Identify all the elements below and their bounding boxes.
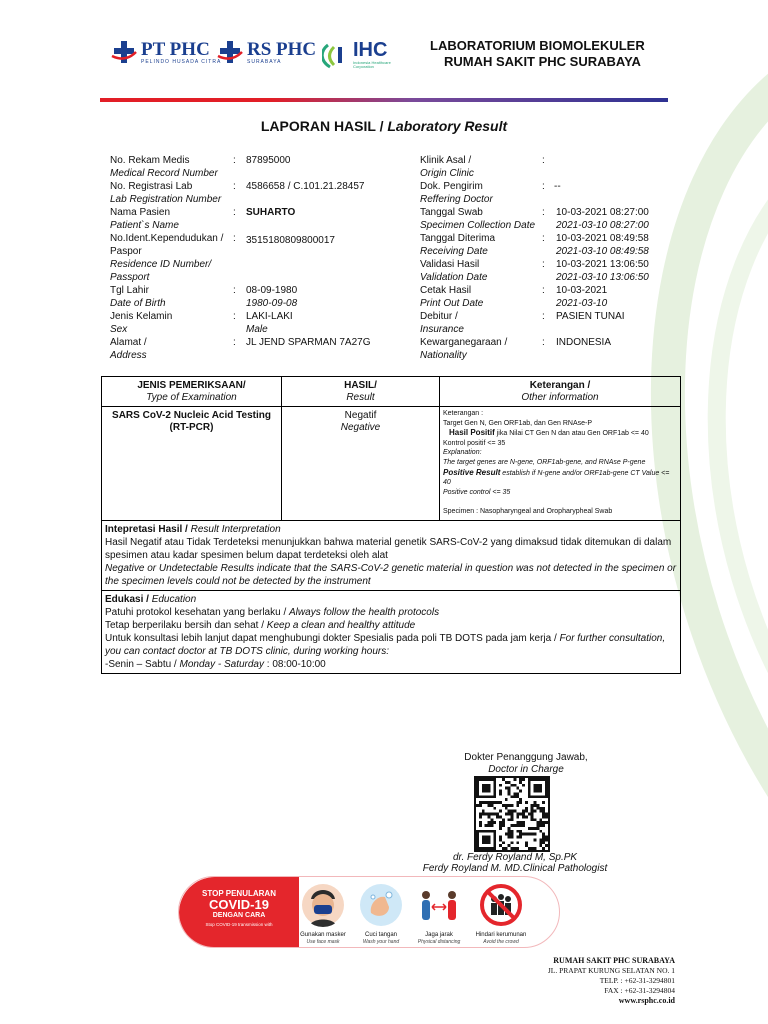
interpretation-text: Hasil Negatif atau Tidak Terdeteksi menunjukkan bahwa material genetik SARS-CoV-2 yang dimaksud tidak ditemukan di dalam spesimen atau kadar spesimen belum dapat terdeteksi oleh alat (105, 537, 672, 561)
footer-fax: FAX : +62-31-3294804 (604, 986, 675, 995)
print-date-value-en: 2021-03-10 (556, 298, 608, 309)
results-table-header (102, 377, 680, 407)
lab-heading (430, 38, 730, 70)
qr-code (474, 776, 550, 852)
header-divider (100, 98, 668, 102)
field-label: Klinik Asal / (420, 155, 472, 166)
footer-name: RUMAH SAKIT PHC SURABAYA (553, 956, 675, 965)
tip-distancing: Jaga jarak Physical distancing (409, 883, 469, 946)
address-value: JL JEND SPARMAN 7A27G (246, 337, 371, 348)
field-label-en: Reffering Doctor (420, 194, 493, 205)
field-label-en: Date of Birth (110, 298, 166, 309)
field-label: No.Ident.Kependudukan / Paspor (110, 233, 224, 257)
field-label: Jenis Kelamin (110, 311, 173, 322)
doctor-in-charge: Dokter Penanggung Jawab, Doctor in Charge (464, 752, 588, 775)
field-label: Kewarganegaraan / (420, 337, 508, 348)
field-label: Validasi Hasil (420, 259, 480, 270)
covid-banner-title: STOP PENULARAN COVID-19 DENGAN CARA Stop COVID-19 transmission with (179, 877, 299, 948)
field-label-en: Specimen Collection Date (420, 220, 536, 231)
table-row (102, 407, 680, 521)
field-label-en: Address (110, 350, 147, 361)
field-label-en: Print Out Date (420, 298, 484, 309)
patient-info-right: Klinik Asal / Origin Clinic : Dok. Pengirim Reffering Doctor : -- Tanggal Swab Specimen Collection Date : 10-03-2021 08:27:00 2021-03-10 08:27:00 Tanggal Diterima Receiving Date : 10-03-2021 08:49:58 2021-03-10 08:49:58 Validasi Hasil Validation Date : 10-03-2021 13:06:50 2021-03-10 13:06:50 Cetak Hasil Print Out Date : 10-03-2021 2021-03-10 Debitur / Insurance : PASIEN TUNAI Kewarganegaraan / Nationality : INDONESIA (420, 155, 649, 361)
field-label-en: Receiving Date (420, 246, 488, 257)
field-label-en: Insurance (420, 324, 464, 335)
interpretation-text-en: Negative or Undetectable Results indicate that the SARS-CoV-2 genetic material in question was not detected in the specimen or the specimen levels could not be detected by the instrument (105, 563, 677, 587)
field-label: Debitur / (420, 311, 458, 322)
education-section: Edukasi / Education Patuhi protokol kesehatan yang berlaku / Always follow the health protocols Tetap berperilaku bersih dan sehat / Keep a clean and healthy attitude Untuk konsultasi lebih lanjut dapat menghubungi dokter Spesialis pada poli TB DOTS pada jam kerja / For further consultation, you can contact doctor at TB DOTS clinic, during working hours: -Senin – Sabtu / Monday - Saturday : 08:00-10:00 (105, 594, 666, 670)
header-result: HASIL/ Result (282, 377, 440, 406)
footer-phone: TELP. : +62-31-3294801 (599, 976, 675, 985)
referring-doctor-value: -- (554, 181, 561, 192)
field-label: Alamat / (110, 337, 147, 348)
field-label: Cetak Hasil (420, 285, 472, 296)
rs-phc-logo: RS PHC SURABAYA (216, 38, 316, 66)
dob-value-en: 1980-09-08 (246, 298, 298, 309)
insurance-value: PASIEN TUNAI (556, 311, 625, 322)
test-result: Negatif Negative (282, 407, 440, 520)
lab-heading-line1: LABORATORIUM BIOMOLEKULER (430, 38, 645, 53)
lab-registration-value: 4586658 / C.101.21.28457 (246, 181, 365, 192)
validation-date-value-en: 2021-03-10 13:06:50 (556, 272, 649, 283)
field-label-en: Nationality (420, 350, 467, 361)
header-exam-type: JENIS PEMERIKSAAN/ Type of Examination (102, 377, 282, 406)
report-title: LAPORAN HASIL / Laboratory Result (260, 118, 508, 134)
dob-value: 08-09-1980 (246, 285, 298, 296)
distancing-icon (417, 883, 461, 927)
pt-phc-logo: PT PHC PELINDO HUSADA CITRA (110, 38, 221, 66)
test-notes: Keterangan : Target Gen N, Gen ORF1ab, dan Gen RNAse-P Hasil Positif jika Nilai CT Gen N dan atau Gen ORF1ab <= 40 Kontrol positif <= 35 Explanation: The target genes are N-gene, ORF1ab-gene, and RNAse P-gene Positive Result establish if N-gene and/or ORF1ab-gene CT Value <= 40 Positive control <= 35 Specimen : Nasopharyngeal and Oropharypheal Swab (443, 410, 670, 516)
field-label-en: Sex (110, 324, 128, 335)
footer-website[interactable]: www.rsphc.co.id (618, 996, 675, 1005)
face-mask-icon (301, 883, 345, 927)
results-table (101, 376, 681, 674)
field-label-en: Medical Record Number (110, 168, 218, 179)
field-label-en: Patient`s Name (110, 220, 179, 231)
tip-handwash: Cuci tangan Wash your hand (351, 883, 411, 946)
field-label-en: Residence ID Number/ Passport (110, 259, 212, 283)
field-label: Tanggal Swab (420, 207, 483, 218)
field-label-en: Origin Clinic (420, 168, 474, 179)
residence-id-value: 3515180809800017 (246, 235, 335, 246)
patient-name-value: SUHARTO (246, 207, 296, 218)
interpretation-section: Intepretasi Hasil / Result Interpretation Hasil Negatif atau Tidak Terdeteksi menunjukkan bahwa material genetik SARS-CoV-2 yang dimaksud tidak ditemukan di dalam spesimen atau kadar spesimen belum dapat terdeteksi oleh alat Negative or Undetectable Results indicate that the SARS-CoV-2 genetic material in question was not detected in the specimen or the specimen levels could not be detected by the instrument (102, 521, 680, 591)
lab-heading-line2: RUMAH SAKIT PHC SURABAYA (444, 54, 641, 69)
field-label: No. Rekam Medis (110, 155, 190, 166)
receiving-date-value-en: 2021-03-10 08:49:58 (556, 246, 649, 257)
field-label: Nama Pasien (110, 207, 171, 218)
doctor-signature: dr. Ferdy Royland M, Sp.PK Ferdy Royland M. MD.Clinical Pathologist (422, 852, 608, 874)
header-other-info: Keterangan / Other information (521, 380, 599, 403)
ihc-logo: IHC Indonesia Healthcare Corporation (322, 40, 403, 69)
nationality-value: INDONESIA (556, 337, 612, 348)
validation-date-value: 10-03-2021 13:06:50 (556, 259, 649, 270)
pt-phc-logo-icon (110, 38, 138, 66)
field-label: Tgl Lahir (110, 285, 149, 296)
no-crowd-icon (479, 883, 523, 927)
hospital-footer (470, 956, 675, 1006)
sex-value: LAKI-LAKI (246, 311, 293, 322)
ihc-logo-icon (322, 41, 350, 69)
rs-phc-logo-icon (216, 38, 244, 66)
test-name: SARS CoV-2 Nucleic Acid Testing (RT-PCR) (102, 407, 282, 520)
tip-mask: Gunakan masker Use face mask (293, 883, 353, 946)
field-label: Dok. Pengirim (420, 181, 483, 192)
patient-info-left: No. Rekam Medis Medical Record Number : 87895000 No. Registrasi Lab Lab Registration Number : 4586658 / C.101.21.28457 Nama Pasien Patient`s Name : SUHARTO No.Ident.Kependudukan / Paspor Residence ID Number/ Passport : 3515180809800017 Tgl Lahir Date of Birth : 08-09-1980 1980-09-08 Jenis Kelamin Sex : LAKI-LAKI Male Alamat / Address : JL JEND SPARMAN 7A27G (110, 155, 371, 361)
field-label: Tanggal Diterima (420, 233, 496, 244)
print-date-value: 10-03-2021 (556, 285, 608, 296)
sex-value-en: Male (246, 324, 268, 335)
tip-no-crowd: Hindari kerumunan Avoid the crowd (471, 883, 531, 946)
medical-record-value: 87895000 (246, 155, 291, 166)
hand-wash-icon (359, 883, 403, 927)
swab-date-value-en: 2021-03-10 08:27:00 (556, 220, 649, 231)
field-label: No. Registrasi Lab (110, 181, 193, 192)
swab-date-value: 10-03-2021 08:27:00 (556, 207, 649, 218)
field-label-en: Lab Registration Number (110, 194, 222, 205)
receiving-date-value: 10-03-2021 08:49:58 (556, 233, 649, 244)
covid-banner (178, 876, 560, 948)
footer-address: JL. PRAPAT KURUNG SELATAN NO. 1 (547, 966, 675, 975)
field-label-en: Validation Date (420, 272, 488, 283)
